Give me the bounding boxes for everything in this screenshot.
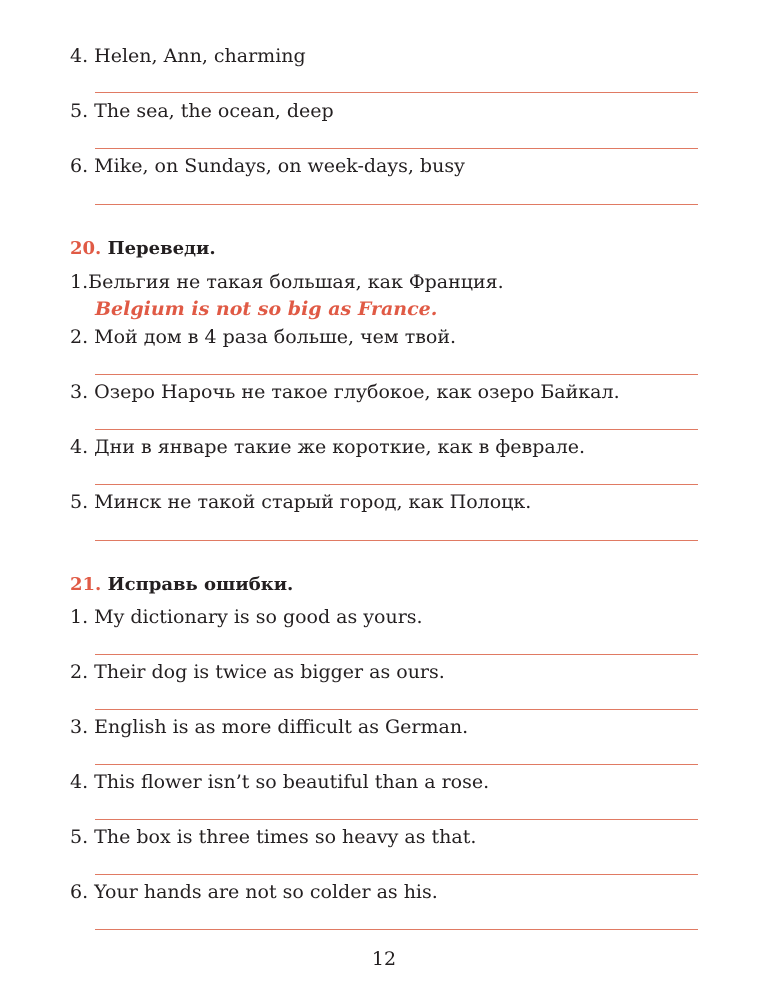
example-answer: Belgium is not so big as France. [95,298,438,320]
list-item: 2. Мой дом в 4 раза больше, чем твой. [70,326,457,348]
page-number: 12 [371,948,397,970]
answer-line[interactable] [95,374,698,375]
answer-line[interactable] [95,204,698,205]
answer-line[interactable] [95,540,698,541]
list-item: 3. Озеро Нарочь не такое глубокое, как озеро Байкал. [70,381,620,403]
answer-line[interactable] [95,819,698,820]
answer-line[interactable] [95,874,698,875]
answer-line[interactable] [95,764,698,765]
list-item: 5. The box is three times so heavy as that. [70,826,477,848]
list-item: 1. My dictionary is so good as yours. [70,606,423,628]
exercise-number: 20. [70,238,102,259]
answer-line[interactable] [95,929,698,930]
list-item: 4. Дни в январе такие же короткие, как в феврале. [70,436,586,458]
answer-line[interactable] [95,484,698,485]
list-item: 5. Минск не такой старый город, как Полоцк. [70,491,532,513]
answer-line[interactable] [95,654,698,655]
list-item: 1.Бельгия не такая большая, как Франция. [70,271,504,293]
answer-line[interactable] [95,709,698,710]
list-item: 6. Your hands are not so colder as his. [70,881,438,903]
exercise-20-heading [70,237,216,261]
list-item: 6. Mike, on Sundays, on week-days, busy [70,155,465,177]
exercise-21-heading [70,573,293,597]
list-item: 5. The sea, the ocean, deep [70,100,334,122]
exercise-number: 21. [70,574,102,595]
list-item: 4. This flower isn’t so beautiful than a rose. [70,771,490,793]
answer-line[interactable] [95,148,698,149]
list-item: 3. English is as more difficult as German. [70,716,469,738]
answer-line[interactable] [95,92,698,93]
exercise-title: Переведи. [107,238,216,259]
list-item: 4. Helen, Ann, charming [70,45,306,67]
answer-line[interactable] [95,429,698,430]
list-item: 2. Their dog is twice as bigger as ours. [70,661,445,683]
exercise-title: Исправь ошибки. [107,574,294,595]
